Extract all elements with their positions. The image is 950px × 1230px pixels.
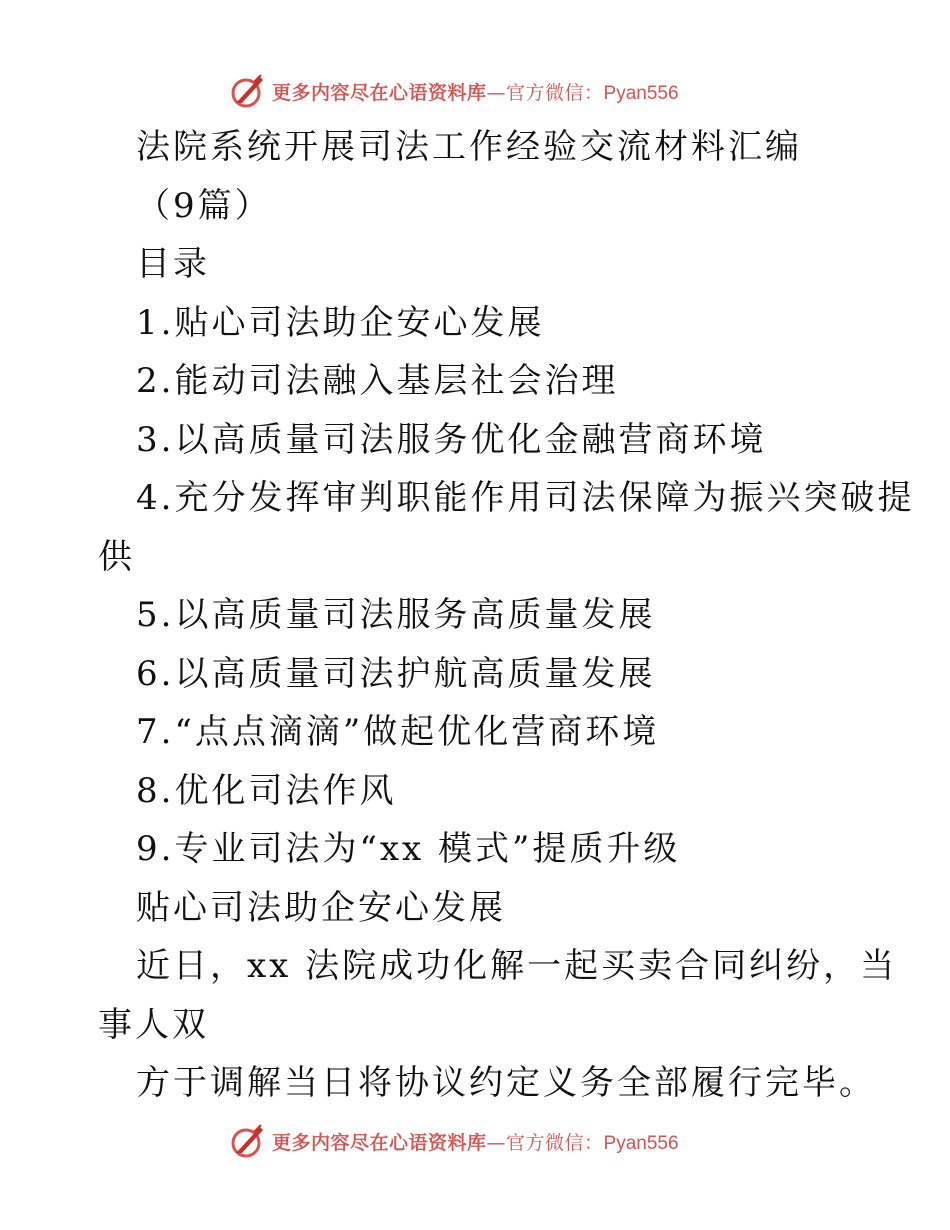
watermark-text: 更多内容尽在心语资料库—官方微信：Pyan556 [272, 81, 679, 104]
toc-item: 9.专业司法为“xx 模式”提质升级 [136, 829, 681, 869]
watermark-footer [230, 1121, 679, 1161]
toc-item: 2.能动司法融入基层社会治理 [136, 361, 619, 401]
toc-item: 3.以高质量司法服务优化金融营商环境 [136, 419, 767, 460]
watermark-text: 更多内容尽在心语资料库—官方微信：Pyan556 [272, 1131, 679, 1154]
document-subtitle: （9篇） [136, 185, 272, 226]
toc-item: 1.贴心司法助企安心发展 [136, 302, 545, 343]
quill-logo-icon [230, 73, 266, 109]
section-title: 贴心司法助企安心发展 [136, 887, 506, 928]
toc-item-continuation: 供 [98, 536, 135, 577]
document-title: 法院系统开展司法工作经验交流材料汇编 [136, 127, 802, 167]
quill-logo-icon [230, 1123, 266, 1159]
toc-item: 6.以高质量司法护航高质量发展 [136, 653, 656, 694]
toc-item: 7.“点点滴滴”做起优化营商环境 [136, 712, 660, 752]
paragraph-line: 近日，xx 法院成功化解一起买卖合同纠纷，当 [136, 946, 898, 986]
paragraph-line-continuation: 事人双 [98, 1004, 209, 1045]
toc-item: 8.优化司法作风 [136, 770, 397, 811]
toc-item: 5.以高质量司法服务高质量发展 [136, 595, 656, 635]
document-body [98, 118, 915, 1113]
toc-item: 4.充分发挥审判职能作用司法保障为振兴突破提 [136, 478, 915, 518]
paragraph-line: 方于调解当日将协议约定义务全部履行完毕。 [136, 1063, 876, 1103]
toc-heading: 目录 [136, 244, 210, 284]
watermark-header [230, 71, 679, 111]
